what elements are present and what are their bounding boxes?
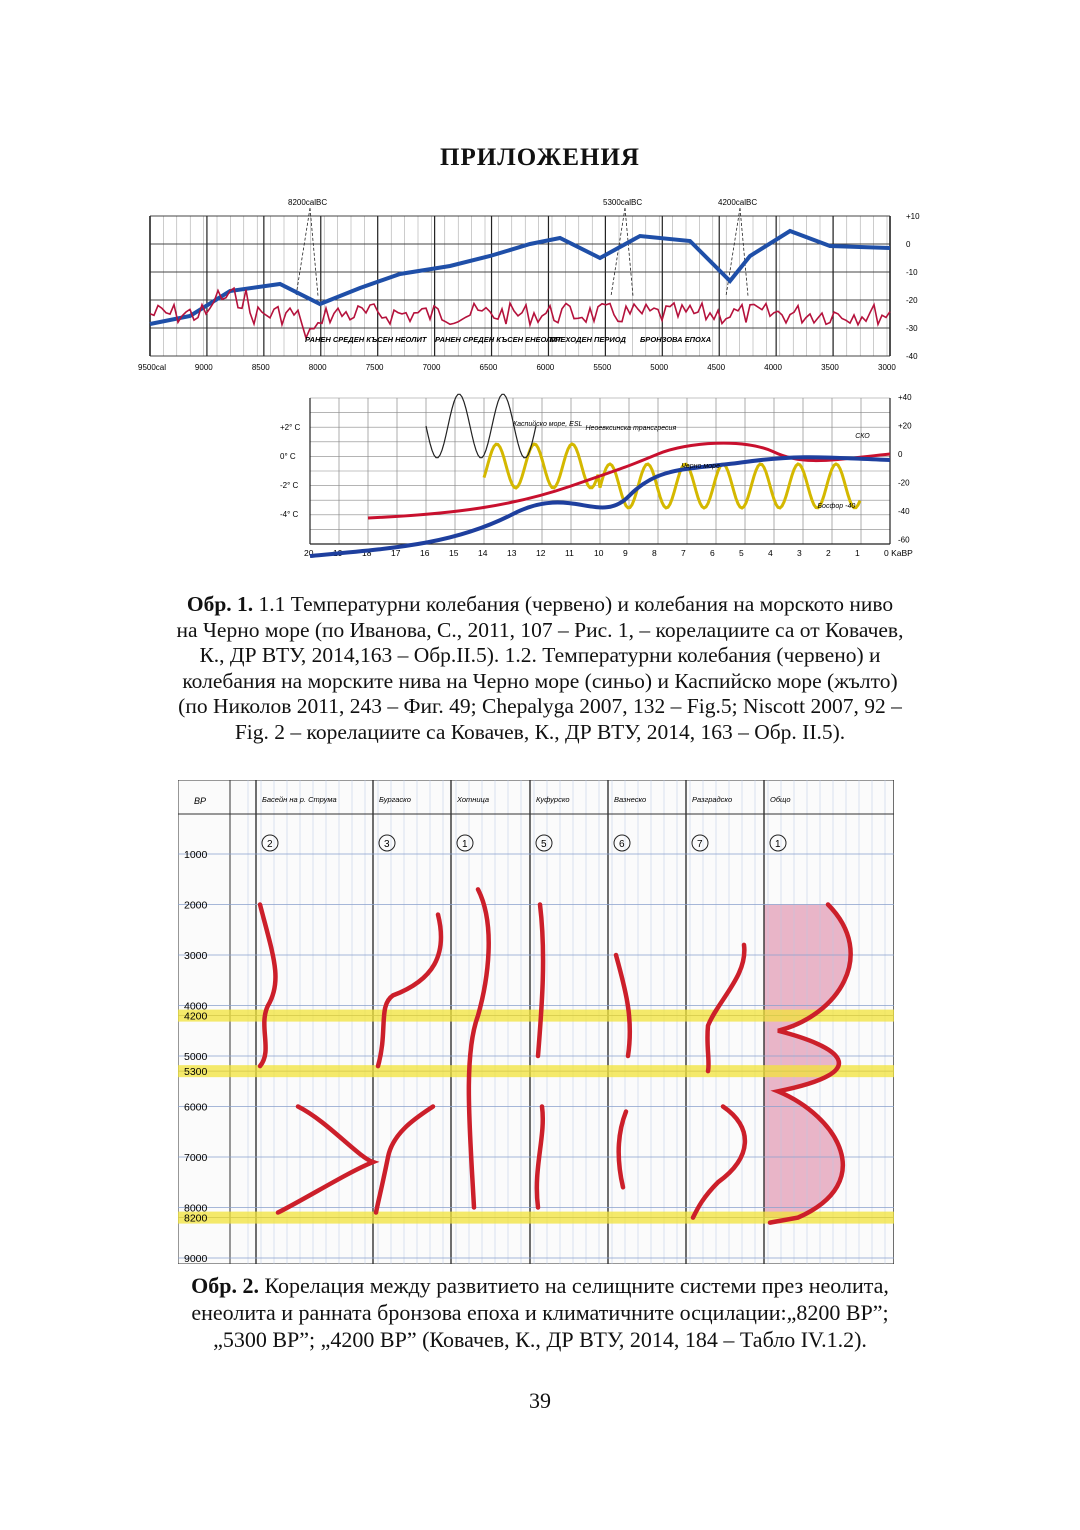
x-tick-label: 13	[507, 548, 517, 558]
column-header: Бургаско	[379, 795, 411, 804]
left-tick-label: -4° C	[280, 510, 299, 519]
x-tick-label: 0 KaBP	[884, 548, 913, 558]
x-tick-label: 3000	[878, 363, 896, 372]
period-label: БРОНЗОВА ЕПОХА	[640, 335, 712, 344]
x-tick-label: 14	[478, 548, 488, 558]
year-tick-label: 8200	[184, 1212, 208, 1225]
caption-line: „5300 BP”; „4200 BP” (Ковачев, К., ДР ВТУ, 2014, 184 – Табло IV.1.2).	[213, 1327, 867, 1352]
marker-line	[296, 208, 318, 296]
annotation-label: Каспийско море, ESL	[513, 421, 583, 428]
x-tick-label: 3	[797, 548, 802, 558]
right-tick-label: -20	[898, 478, 910, 488]
caption-line: К., ДР ВТУ, 2014,163 – Обр.II.5). 1.2. Температурни колебания (червено) и	[199, 643, 881, 667]
x-tick-label: 7000	[422, 363, 441, 372]
column-header: Общо	[770, 795, 791, 804]
y-tick-label: -40	[906, 352, 918, 361]
column-number: 1	[775, 839, 781, 850]
figure-2-caption	[120, 1272, 960, 1353]
bp-axis-label: BP	[194, 796, 207, 806]
figure-2-chart	[178, 780, 894, 1264]
y-tick-label: -30	[906, 324, 918, 333]
left-tick-label: -2° C	[280, 481, 299, 490]
caption-label: Обр. 2.	[191, 1273, 259, 1298]
x-tick-label: 9500cal	[138, 363, 167, 372]
x-tick-label: 4000	[764, 363, 782, 372]
x-tick-label: 18	[362, 548, 372, 558]
caption-line: 1.1 Температурни колебания (червено) и колебания на морското ниво	[253, 592, 894, 616]
y-tick-label: -20	[906, 296, 918, 305]
x-tick-label: 5000	[650, 363, 669, 372]
year-tick-label: 4000	[184, 1000, 208, 1013]
column-header: Разградско	[692, 795, 733, 804]
annotation-label: Черно море	[681, 463, 720, 470]
x-tick-label: 20	[304, 548, 314, 558]
column-number: 6	[619, 839, 625, 850]
year-tick-label: 6000	[184, 1101, 208, 1114]
caption-line: енеолита и ранната бронзова епоха и климатичните осцилации:„8200 BP”;	[191, 1300, 889, 1325]
year-tick-label: 5000	[184, 1051, 208, 1063]
x-tick-label: 12	[536, 548, 546, 558]
x-tick-label: 9	[623, 548, 628, 558]
left-tick-label: 0° C	[280, 452, 296, 461]
left-tick-label: +2° C	[280, 423, 301, 432]
column-number: 5	[541, 839, 547, 850]
x-tick-label: 8000	[308, 363, 327, 372]
x-tick-label: 11	[565, 548, 574, 558]
x-tick-label: 15	[449, 548, 459, 558]
x-tick-label: 16	[420, 548, 430, 558]
right-tick-label: -60	[898, 535, 910, 545]
y-tick-label: 0	[906, 240, 911, 249]
x-tick-label: 6000	[536, 363, 555, 372]
right-tick-label: +20	[898, 421, 912, 431]
top-marker-label: 8200calBC	[288, 198, 328, 207]
caption-line: Fig. 2 – корелациите са Ковачев, К., ДР ВТУ, 2014, 163 – Обр. II.5).	[234, 719, 846, 744]
right-tick-label: +40	[898, 393, 912, 402]
x-tick-label: 5	[739, 548, 744, 558]
x-tick-label: 10	[594, 548, 604, 558]
caption-line: на Черно море (по Иванова, С., 2011, 107 – Рис. 1, – корелациите са от Ковачев,	[176, 617, 904, 642]
page-number: 39	[529, 1388, 551, 1413]
x-tick-label: 5500	[593, 363, 612, 372]
year-tick-label: 4200	[184, 1010, 208, 1023]
top-marker-label: 4200calBC	[718, 198, 758, 207]
caption-line: (по Николов 2011, 243 – Фиг. 49; Chepalyga 2007, 132 – Fig.5; Niscott 2007, 92 –	[178, 694, 902, 718]
year-tick-label: 5300	[184, 1066, 208, 1079]
temperature-curve	[150, 288, 890, 338]
x-tick-label: 19	[333, 548, 343, 558]
column-header: Вазнеско	[614, 795, 647, 804]
column-number: 3	[384, 839, 390, 850]
column-number: 7	[697, 839, 703, 850]
top-marker-label: 5300calBC	[603, 198, 643, 207]
page-heading: ПРИЛОЖЕНИЯ	[440, 144, 640, 171]
figure-1-2-chart	[280, 386, 940, 576]
right-tick-label: 0	[898, 450, 903, 459]
caption-line: колебания на морските нива на Черно море (синьо) и Каспийско море (жълто)	[182, 668, 898, 693]
column-header: Басейн на р. Струма	[262, 795, 337, 804]
column-header: Куфурско	[536, 795, 570, 804]
climate-event-band	[178, 1010, 894, 1022]
x-tick-label: 9000	[194, 363, 213, 372]
column-number: 1	[462, 839, 468, 850]
caption-line: Корелация между развитието на селищните системи през неолита,	[258, 1273, 889, 1298]
year-tick-label: 2000	[184, 899, 208, 912]
x-tick-label: 17	[391, 548, 401, 558]
x-tick-label: 6500	[479, 363, 498, 372]
x-tick-label: 7	[681, 548, 686, 558]
annotation-label: Босфор -40	[817, 503, 856, 510]
period-label: РАНЕН СРЕДЕН КЪСЕН ЕНЕОЛИТ	[435, 335, 562, 344]
x-tick-label: 8500	[251, 363, 270, 372]
caspian-sea-curve	[484, 444, 860, 508]
x-tick-label: 2	[826, 548, 831, 558]
period-label: РАНЕН СРЕДЕН КЪСЕН НЕОЛИТ	[305, 335, 427, 344]
period-label: ПРЕХОДЕН ПЕРИОД	[550, 335, 626, 344]
x-tick-label: 8	[652, 548, 657, 558]
figure-1-1-chart	[130, 196, 930, 376]
y-tick-label: +10	[906, 212, 920, 221]
y-tick-label: -10	[906, 268, 918, 277]
right-tick-label: -40	[898, 507, 910, 516]
annotation-label: СКО	[855, 433, 870, 440]
climate-event-band	[178, 1065, 894, 1077]
x-tick-label: 7500	[365, 363, 384, 372]
year-tick-label: 9000	[184, 1253, 208, 1264]
column-number: 2	[267, 839, 273, 850]
x-tick-label: 4	[768, 548, 773, 558]
column-header: Хотница	[457, 795, 490, 804]
figure-1-caption	[110, 592, 970, 745]
year-tick-label: 3000	[184, 950, 208, 962]
caption-label: Обр. 1.	[186, 592, 254, 616]
annotation-label: Неоевксинска трансгресия	[585, 425, 677, 432]
year-tick-label: 8000	[184, 1202, 208, 1215]
x-tick-label: 6	[710, 548, 715, 558]
x-tick-label: 3500	[821, 363, 839, 372]
x-tick-label: 1	[855, 548, 860, 558]
x-tick-label: 4500	[707, 363, 726, 372]
year-tick-label: 7000	[184, 1152, 208, 1164]
year-tick-label: 1000	[184, 849, 208, 861]
